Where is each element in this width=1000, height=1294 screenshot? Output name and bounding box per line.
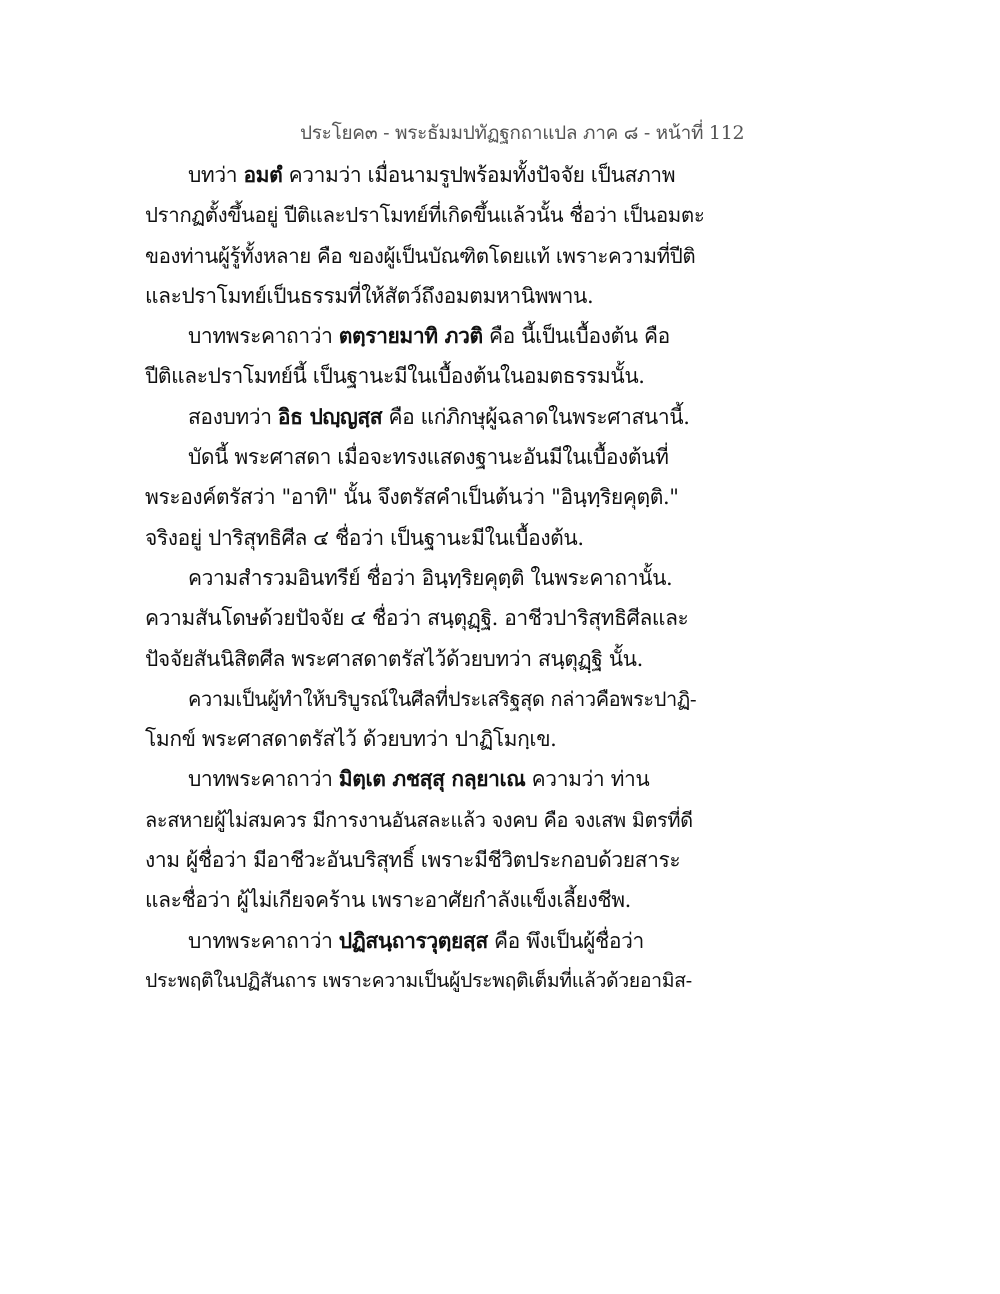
text-segment: จริงอยู่ ปาริสุทธิศีล ๔ ชื่อว่า เป็นฐานะมีในเบื้องต้น.	[145, 525, 584, 550]
text-line	[145, 719, 705, 759]
text-segment: ความสันโดษด้วยปัจจัย ๔ ชื่อว่า สนฺตุฏฺฐิ. อาชีวปาริสุทธิศีลและ	[145, 606, 689, 631]
text-line	[145, 155, 705, 195]
text-segment: คือ พึงเป็นผู้ชื่อว่า	[487, 928, 644, 953]
text-segment: ปีติและปราโมทย์นี้ เป็นฐานะมีในเบื้องต้นในอมตธรรมนั้น.	[145, 364, 645, 389]
text-segment: บัดนี้ พระศาสดา เมื่อจะทรงแสดงฐานะอันมีในเบื้องต้นที่	[188, 445, 669, 470]
text-segment: ละสหายผู้ไม่สมควร มีการงานอันสละแล้ว จงคบ คือ จงเสพ มิตรที่ดี	[145, 807, 693, 832]
text-line	[145, 840, 705, 880]
text-line	[145, 356, 705, 396]
text-line	[145, 397, 705, 437]
text-segment: ปัจจัยสันนิสิตศีล พระศาสดาตรัสไว้ด้วยบทว่า สนฺตุฏฺฐิ นั้น.	[145, 646, 643, 671]
text-line	[145, 236, 705, 276]
text-segment: ความว่า ท่าน	[525, 767, 650, 792]
text-segment: บทว่า	[188, 163, 244, 187]
text-line	[145, 558, 705, 598]
text-line	[145, 639, 705, 679]
text-line	[145, 679, 705, 719]
text-segment: บาทพระคาถาว่า	[188, 928, 339, 953]
pali-term: อมตํ	[243, 162, 283, 187]
text-segment: บาทพระคาถาว่า	[188, 767, 339, 792]
text-segment: คือ นี้เป็นเบื้องต้น คือ	[482, 324, 670, 349]
text-segment: พระองค์ตรัสว่า "อาทิ" นั้น จึงตรัสคำเป็นต้นว่า "อินฺทฺริยคุตฺติ."	[145, 485, 679, 510]
text-line	[145, 437, 705, 477]
text-line	[145, 598, 705, 638]
text-segment: โมกข์ พระศาสดาตรัสไว้ ด้วยบทว่า ปาฏิโมกฺเข.	[145, 727, 557, 752]
text-segment: ปรากฏตั้งขึ้นอยู่ ปีติและปราโมทย์ที่เกิดขึ้นแล้วนั้น ชื่อว่า เป็นอมตะ	[145, 203, 705, 228]
text-line	[145, 759, 705, 799]
text-line	[145, 195, 705, 235]
pali-term: มิตฺเต ภชสฺสุ กลฺยาเณ	[338, 766, 526, 792]
text-line	[145, 921, 705, 961]
text-segment: และชื่อว่า ผู้ไม่เกียจคร้าน เพราะอาศัยกำลังแข็งเลี้ยงชีพ.	[145, 888, 631, 913]
text-segment: สองบทว่า	[188, 404, 278, 429]
text-segment: และปราโมทย์เป็นธรรมที่ให้สัตว์ถึงอมตมหานิพพาน.	[145, 283, 594, 308]
page-running-header: ประโยค๓ - พระธัมมปทัฏฐกถาแปล ภาค ๘ - หน้าที่ 112	[300, 122, 745, 144]
text-line	[145, 316, 705, 356]
text-segment: ความสำรวมอินทรีย์ ชื่อว่า อินฺทฺริยคุตฺติ ในพระคาถานั้น.	[188, 565, 673, 590]
text-line	[145, 961, 705, 1001]
text-segment: ของท่านผู้รู้ทั้งหลาย คือ ของผู้เป็นบัณฑิตโดยแท้ เพราะความที่ปีติ	[145, 243, 696, 268]
pali-term: ตตฺรายมาทิ ภวติ	[338, 323, 483, 349]
text-line	[145, 880, 705, 920]
text-segment: งาม ผู้ชื่อว่า มีอาชีวะอันบริสุทธิ์ เพราะมีชีวิตประกอบด้วยสาระ	[145, 848, 681, 873]
text-line	[145, 518, 705, 558]
text-segment: คือ แก่ภิกษุผู้ฉลาดในพระศาสนานี้.	[382, 404, 690, 429]
text-segment: ความว่า เมื่อนามรูปพร้อมทั้งปัจจัย เป็นสภาพ	[282, 163, 676, 187]
body-text	[145, 155, 705, 1001]
text-line	[145, 800, 705, 840]
text-segment: บาทพระคาถาว่า	[188, 324, 339, 349]
text-line	[145, 477, 705, 517]
text-line	[145, 276, 705, 316]
pali-term: อิธ ปญฺญสฺส	[277, 403, 383, 429]
text-segment: ประพฤติในปฏิสันถาร เพราะความเป็นผู้ประพฤติเต็มที่แล้วด้วยอามิส-	[145, 968, 692, 992]
pali-term: ปฏิสนฺถารวุตฺยสฺส	[338, 927, 488, 953]
text-segment: ความเป็นผู้ทำให้บริบูรณ์ในศีลที่ประเสริฐสุด กล่าวคือพระปาฏิ-	[188, 686, 697, 711]
